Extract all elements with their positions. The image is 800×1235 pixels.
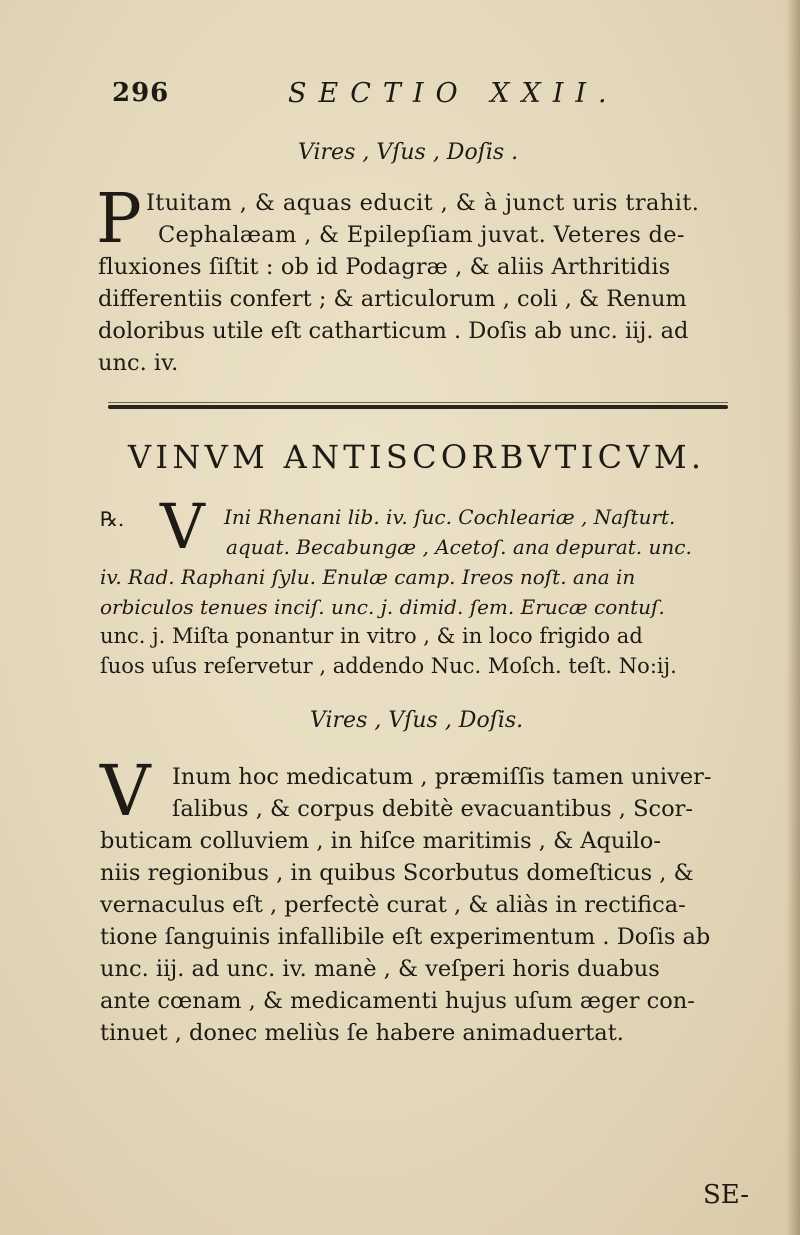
recipe-title: VINVM ANTISCORBVTICVM. xyxy=(128,438,706,476)
text-line: vernaculus eſt , perfectè curat , & aliàs in rectifica- xyxy=(100,892,686,918)
text-line: ante cœnam , & medicamenti hujus uſum æger con- xyxy=(100,988,695,1014)
subheading-vires-2: Vires , Vſus , Doſis. xyxy=(310,708,524,733)
text-line: aquat. Becabungæ , Acetoſ. ana depurat. unc. xyxy=(226,535,692,559)
text-line: ſalibus , & corpus debitè evacuantibus , Scor- xyxy=(172,796,694,822)
text-line: iv. Rad. Raphani ſylu. Enulæ camp. Ireos noſt. ana in xyxy=(100,565,636,589)
text-line: differentiis confert ; & articulorum , coli , & Renum xyxy=(98,286,687,312)
text-line: niis regionibus , in quibus Scorbutus domeſticus , & xyxy=(100,860,694,886)
subheading-vires-1: Vires , Vſus , Doſis . xyxy=(298,140,519,165)
catchword: SE- xyxy=(703,1180,750,1210)
page-gutter-shadow xyxy=(786,0,800,1235)
text-line: Ituitam , & aquas educit , & à junct uris trahit. xyxy=(146,190,700,216)
text-line: Inum hoc medicatum , præmiſſis tamen univer- xyxy=(172,764,712,790)
divider-thin xyxy=(108,402,728,403)
text-line: Cephalæam , & Epilepſiam juvat. Veteres de- xyxy=(158,222,685,248)
text-line: doloribus utile eſt catharticum . Doſis ab unc. iij. ad xyxy=(98,318,689,344)
dropcap-v: V xyxy=(100,750,151,832)
text-line: unc. iv. xyxy=(98,350,179,376)
recipe-symbol: ℞. xyxy=(100,507,125,531)
text-line: unc. j. Miſta ponantur in vitro , & in loco frigido ad xyxy=(100,624,643,648)
section-heading: SECTIO XXII. xyxy=(288,78,619,109)
text-line: tione ſanguinis infallibile eſt experimentum . Doſis ab xyxy=(100,924,711,950)
text-line: buticam colluviem , in hiſce maritimis , & Aquilo- xyxy=(100,828,661,854)
text-line: unc. iij. ad unc. iv. manè , & veſperi horis duabus xyxy=(100,956,660,982)
page-number: 296 xyxy=(112,78,170,108)
text-line: ſuos uſus reſervetur , addendo Nuc. Moſch. teſt. No:ij. xyxy=(100,654,677,678)
text-line: orbiculos tenues inciſ. unc. j. dimid. ſem. Erucæ contuſ. xyxy=(100,595,665,619)
dropcap-v-recipe: V xyxy=(160,490,205,563)
divider-rule xyxy=(108,405,728,409)
dropcap-p: P xyxy=(96,180,142,259)
text-line: fluxiones ſiſtit : ob id Podagræ , & aliis Arthritidis xyxy=(98,254,671,280)
text-line: Ini Rhenani lib. iv. ſuc. Cochleariæ , Naſturt. xyxy=(224,505,676,529)
text-line: tinuet , donec meliùs ſe habere animaduertat. xyxy=(100,1020,624,1046)
